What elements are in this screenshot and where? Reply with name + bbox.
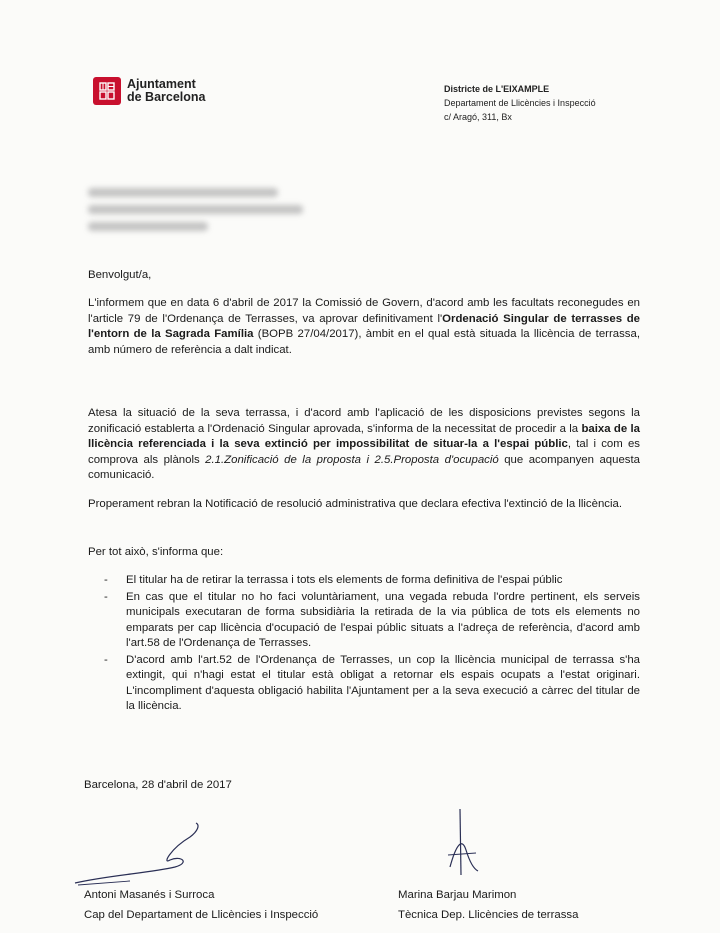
list-item	[104, 590, 640, 652]
list-item	[104, 653, 640, 715]
list-item-text: D'acord amb l'art.52 de l'Ordenança de Terrasses, un cop la llicència municipal de terrassa s'ha extingit, qui n'hagi estat el titular està obligat a retornar els espais ocupats a l'estat originari. L'incompliment d'aquesta obligació habilita l'Ajuntament per a la seva execució a càrrec del titular de la llicència.	[126, 653, 640, 712]
city-council-logo	[93, 77, 206, 105]
paragraph-approval	[88, 296, 640, 358]
paragraph-text: (BOPB 27/04/2017), àmbit en el qual està situada la llicència de terrassa, amb número de referència a dalt indicat.	[88, 328, 640, 356]
paragraph-text: L'informem que en data 6 d'abril de 2017 la Comissió de Govern, d'acord amb les facultats reconegudes en l'article 79 de l'Ordenança de Terrasses, va aprovar definitivament l'	[88, 297, 640, 325]
department-name: Departament de Llicències i Inspecció	[444, 98, 596, 108]
signatory-right	[398, 885, 578, 925]
signatory-left	[84, 885, 318, 925]
district-name: Districte de L'EIXAMPLE	[444, 84, 550, 94]
handwritten-signature-left	[70, 815, 220, 890]
plans-reference: 2.1.Zonificació de la proposta i 2.5.Proposta d'ocupació	[205, 453, 499, 466]
greeting: Benvolgut/a,	[88, 269, 152, 281]
district-address-block	[444, 82, 596, 124]
list-item-text: El titular ha de retirar la terrassa i tots els elements de forma definitiva de l'espai públic	[126, 574, 563, 586]
signatory-title: Cap del Departament de Llicències i Inspecció	[84, 909, 319, 921]
paragraph-license-extinction	[88, 406, 640, 484]
obligations-list	[104, 573, 640, 716]
redacted-line	[88, 205, 303, 214]
signatory-name: Antoni Masanés i Surroca	[84, 889, 215, 901]
redacted-recipient-block	[88, 188, 308, 239]
signatory-title: Tècnica Dep. Llicències de terrassa	[398, 909, 579, 921]
coat-of-arms-icon	[93, 77, 121, 105]
paragraph-notification: Properament rebran la Notificació de resolució administrativa que declara efectiva l'extinció de la llicència.	[88, 498, 623, 510]
org-name-line2: de Barcelona	[127, 90, 206, 104]
list-dash: -	[104, 590, 108, 603]
list-item	[104, 573, 640, 589]
date-line: Barcelona, 28 d'abril de 2017	[84, 779, 232, 791]
list-dash: -	[104, 574, 108, 586]
paragraph-text: , tal i com es comprova als plànols	[88, 438, 640, 466]
paragraph-text: Atesa la situació de la seva terrassa, i d'acord amb l'aplicació de les disposicions previstes segons la zonificació establerta a l'Ordenació Singular aprovada, s'informa de la necessitat de procedir a la	[88, 407, 640, 435]
redacted-line	[88, 188, 278, 197]
redacted-line	[88, 222, 208, 231]
logo-text	[127, 78, 206, 104]
paragraph-text: que acompanyen aquesta comunicació.	[88, 453, 640, 481]
org-name-line1: Ajuntament	[127, 77, 196, 91]
handwritten-signature-right	[438, 805, 498, 885]
paragraph-intro-list: Per tot això, s'informa que:	[88, 546, 224, 558]
district-address: c/ Aragó, 311, Bx	[444, 112, 512, 122]
extinction-notice: baixa de la llicència referenciada i la seva extinció per impossibilitat de situar-la a l'espai públic	[88, 422, 640, 450]
list-item-text: En cas que el titular no ho faci voluntàriament, una vegada rebuda l'ordre pertinent, els serveis municipals executaran de forma subsidiària la retirada de la via pública de tots els elements no emparats per cap llicència d'ocupació de l'espai públic situats a l'adreça de referència, d'acord amb l'art.58 de l'Ordenança de Terrasses.	[126, 590, 640, 649]
list-dash: -	[104, 653, 108, 666]
signatory-name: Marina Barjau Marimon	[398, 889, 517, 901]
ordinance-name: Ordenació Singular de terrasses de l'entorn de la Sagrada Família	[88, 312, 640, 340]
